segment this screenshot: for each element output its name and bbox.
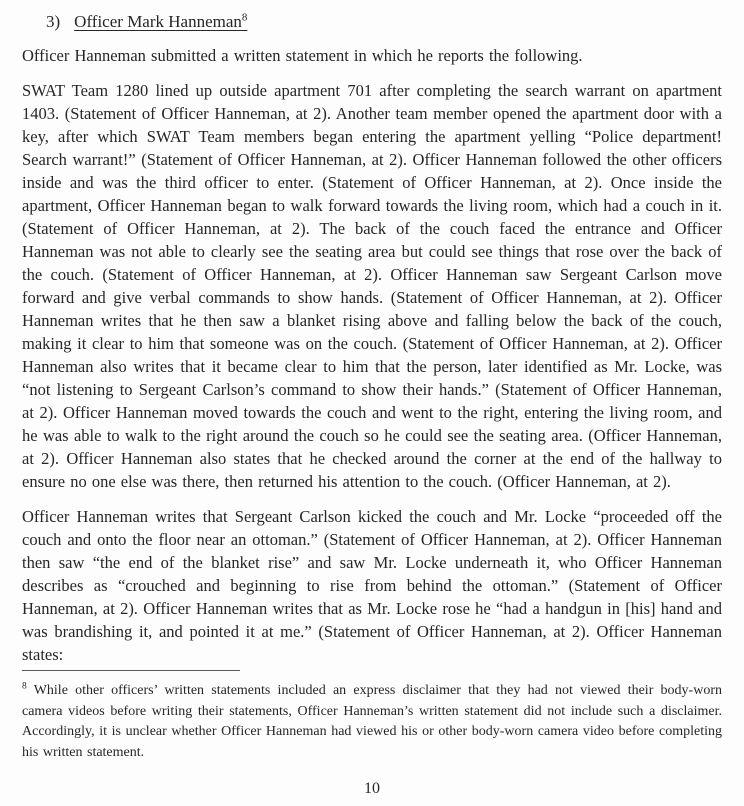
section-number: 3): [46, 12, 61, 31]
footnote-marker: 8: [22, 681, 27, 692]
footnote-area: [22, 670, 722, 763]
paragraph-swat-entry: SWAT Team 1280 lined up outside apartment 701 after completing the search warrant on apartment 1403. (Statement of Officer Hanneman, at 2). Another team member opened the apartment door with a key, after which SWAT Team members began entering the apartment yelling “Police department! Search warrant!” (Statement of Officer Hanneman, at 2). Officer Hanneman followed the other officers inside and was the third officer to enter. (Statement of Officer Hanneman, at 2). Once inside the apartment, Officer Hanneman began to walk forward towards the living room, which had a couch in it. (Statement of Officer Hanneman, at 2). The back of the couch faced the entrance and Officer Hanneman was not able to clearly see the seating area but could see things that rose over the back of the couch. (Statement of Officer Hanneman, at 2). Officer Hanneman saw Sergeant Carlson move forward and give verbal commands to show hands. (Statement of Officer Hanneman, at 2). Officer Hanneman writes that he then saw a blanket rising above and falling below the back of the couch, making it clear to him that someone was on the couch. (Statement of Officer Hanneman, at 2). Officer Hanneman also writes that it became clear to him that the person, later identified as Mr. Locke, was “not listening to Sergeant Carlson’s command to show their hands.” (Statement of Officer Hanneman, at 2). Officer Hanneman moved towards the couch and went to the right, entering the living room, and he was able to walk to the right around the couch so he could see the seating area. (Officer Hanneman, at 2). Officer Hanneman also states that he checked around the corner at the end of the hallway to ensure no one else was there, then returned his attention to the couch. (Officer Hanneman, at 2).: [22, 81, 722, 491]
section-heading: [22, 10, 722, 33]
footnote-body: While other officers’ written statements included an express disclaimer that they had not viewed their body-worn camera videos before writing their statements, Officer Hanneman’s written statement did not include such a disclaimer. Accordingly, it is unclear whether Officer Hanneman had viewed his or other body-worn camera video before completing his written statement.: [22, 683, 722, 760]
paragraph-couch-incident: Officer Hanneman writes that Sergeant Carlson kicked the couch and Mr. Locke “proceeded off the couch and onto the floor near an ottoman.” (Statement of Officer Hanneman, at 2). Officer Hanneman then saw “the end of the blanket rise” and saw Mr. Locke underneath it, who Officer Hanneman describes as “crouched and beginning to rise from behind the ottoman.” (Statement of Officer Hanneman, at 2). Officer Hanneman writes that as Mr. Locke rose he “had a handgun in [his] hand and was brandishing it, and pointed it at me.” (Statement of Officer Hanneman, at 2). Officer Hanneman states:: [22, 507, 722, 664]
footnote-text: [22, 681, 722, 763]
footnote-reference: 8: [241, 11, 248, 24]
footnote-separator: [22, 670, 240, 671]
paragraph-intro: Officer Hanneman submitted a written statement in which he reports the following.: [22, 46, 583, 65]
section-title: [74, 12, 247, 31]
page-number: 10: [364, 780, 380, 797]
section-title-text: Officer Mark Hanneman: [74, 12, 242, 31]
